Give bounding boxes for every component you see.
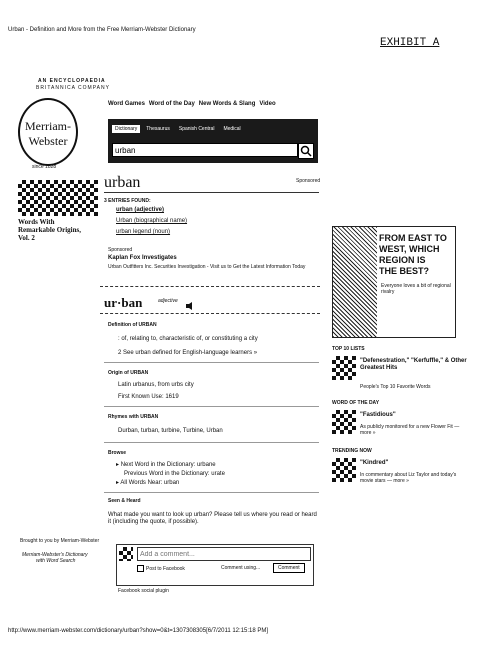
- search-input[interactable]: [112, 143, 298, 157]
- search-button[interactable]: [298, 143, 314, 159]
- wotd-label: WORD OF THE DAY: [332, 400, 380, 406]
- avatar: [119, 547, 133, 561]
- divider: [104, 492, 319, 493]
- promo-image[interactable]: [18, 180, 98, 216]
- definition-head: Definition of URBAN: [108, 322, 157, 328]
- results-label: 3 ENTRIES FOUND:: [104, 198, 151, 204]
- origin-text: Latin urbanus, from urbs city: [118, 382, 194, 388]
- pronunciation-box: [100, 286, 320, 314]
- wotd-word[interactable]: "Fastidious": [360, 412, 396, 418]
- top-nav: [108, 101, 276, 108]
- pronunciation-head: ur·ban: [104, 295, 143, 310]
- seen-head: Seen & Heard: [108, 498, 141, 504]
- nav-video[interactable]: Video: [259, 101, 276, 107]
- trending-image[interactable]: [332, 458, 356, 482]
- page-title: urban: [104, 174, 141, 191]
- tab-thesaurus[interactable]: Thesaurus: [146, 126, 170, 132]
- results-list: [116, 207, 187, 236]
- facebook-plugin-label: Facebook social plugin: [118, 588, 169, 594]
- checkbox-icon[interactable]: [137, 565, 144, 572]
- top10-label: TOP 10 LISTS: [332, 346, 365, 352]
- comment-button[interactable]: Comment: [273, 563, 305, 573]
- wotd-text: As publicly monitored for a new Flower Fit — more »: [360, 424, 460, 436]
- flag-icon: [304, 99, 318, 109]
- comment-using[interactable]: Comment using...: [221, 565, 261, 571]
- logo-line-2: Webster: [28, 134, 68, 148]
- search-panel: [108, 119, 318, 163]
- seen-text: What made you want to look up urban? Please tell us where you read or heard it (including the quote, if possible).: [108, 512, 317, 525]
- part-of-speech: adjective: [158, 298, 178, 304]
- trending-label: TRENDING NOW: [332, 448, 372, 454]
- divider: [104, 406, 319, 407]
- ad-headline: FROM EAST TO WEST, WHICH REGION IS THE BEST?: [379, 233, 447, 276]
- wotd-image[interactable]: [332, 410, 356, 434]
- result-item[interactable]: urban (adjective): [116, 207, 165, 213]
- rhymes-head: Rhymes with URBAN: [108, 414, 159, 420]
- top10-title[interactable]: "Defenestration," "Kerfuffle," & Other Greatest Hits: [360, 358, 467, 371]
- definition-1: : of, relating to, characteristic of, or constituting a city: [118, 336, 258, 342]
- comment-widget: [116, 544, 314, 586]
- post-to-facebook[interactable]: Post to Facebook: [137, 565, 185, 572]
- nav-new-words[interactable]: New Words & Slang: [198, 101, 256, 107]
- divider: [104, 442, 319, 443]
- sponsored-title[interactable]: Kaplan Fox Investigates: [108, 255, 177, 261]
- brand-line-1: AN ENCYCLOPAEDIA: [38, 78, 106, 84]
- result-item[interactable]: Urban (biographical name): [116, 218, 188, 224]
- brand-line-2: BRITANNICA COMPANY: [36, 85, 110, 91]
- sponsored-label: Sponsored: [108, 247, 133, 253]
- result-item[interactable]: urban legend (noun): [116, 229, 171, 235]
- sponsored-text: Urban Outfitters Inc. Securities Investigation - Visit us to Get the Latest Information Today: [108, 264, 306, 270]
- promo-title[interactable]: Words With Remarkable Origins, Vol. 2: [18, 218, 81, 242]
- trending-text: In commentary about Liz Taylor and today's movie stars — more »: [360, 472, 457, 484]
- browse-near[interactable]: ▸ All Words Near: urban: [116, 480, 180, 486]
- ad-banner[interactable]: [332, 226, 456, 338]
- audio-icon[interactable]: [186, 297, 196, 315]
- share-label[interactable]: Sponsored: [296, 178, 321, 184]
- top10-sub[interactable]: People's Top 10 Favorite Words: [360, 384, 431, 390]
- tab-medical[interactable]: Medical: [223, 126, 241, 132]
- ad-image: [333, 227, 377, 337]
- rhymes-text[interactable]: Durban, turban, turbine, Turbine, Urban: [118, 428, 223, 434]
- comment-input[interactable]: [137, 547, 311, 561]
- exhibit-label: EXHIBIT A: [380, 37, 440, 49]
- tab-spanish[interactable]: Spanish Central: [178, 126, 215, 132]
- logo-line-1: Merriam-: [25, 119, 71, 133]
- first-known-use: First Known Use: 1619: [118, 394, 179, 400]
- origin-head: Origin of URBAN: [108, 370, 149, 376]
- browse-list: [116, 462, 225, 487]
- logo[interactable]: [18, 98, 78, 166]
- brand-since: since 1828: [32, 164, 57, 170]
- partner-line-3: with Word Search: [36, 558, 76, 564]
- partner-line-2[interactable]: Merriam-Webster's Dictionary: [22, 552, 88, 558]
- nav-word-games[interactable]: Word Games: [108, 101, 145, 107]
- top10-image[interactable]: [332, 356, 356, 380]
- footer-url: http://www.merriam-webster.com/dictionary/urban?show=0&t=1307308305[6/7/2011 12:15:18 PM]: [8, 628, 269, 634]
- browse-next[interactable]: ▸ Next Word in the Dictionary: urbane: [116, 462, 216, 468]
- browse-head: Browse: [108, 450, 127, 456]
- definition-2[interactable]: 2 See urban defined for English-language learners »: [118, 350, 258, 356]
- trending-word[interactable]: "Kindred": [360, 460, 389, 466]
- page-header-title: Urban - Definition and More from the Free Merriam-Webster Dictionary: [8, 27, 196, 33]
- search-icon: [299, 144, 313, 158]
- tab-dictionary[interactable]: Dictionary: [112, 125, 140, 133]
- title-divider: [104, 192, 319, 193]
- browse-previous[interactable]: Previous Word in the Dictionary: urate: [124, 471, 225, 477]
- nav-word-of-the-day[interactable]: Word of the Day: [148, 101, 195, 107]
- ad-subtext: Everyone loves a bit of regional rivalry: [381, 283, 451, 295]
- partner-line-1: Brought to you by Merriam-Webster: [20, 538, 100, 544]
- divider: [104, 362, 319, 363]
